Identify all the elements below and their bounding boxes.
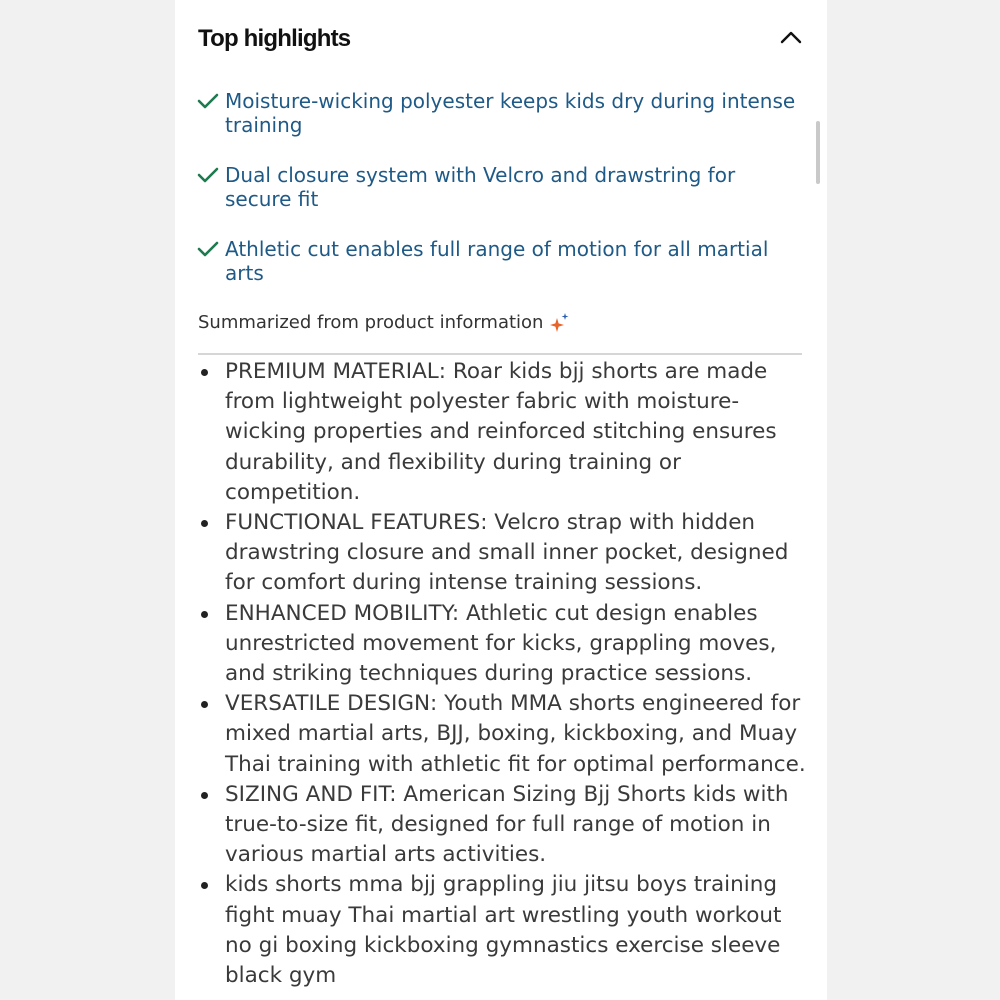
bullet-text: FUNCTIONAL FEATURES: Velcro strap with hidden drawstring closure and small inner pocket, designed for comfort during intense training sessions. [225,510,789,596]
scrollbar-thumb[interactable] [816,121,820,184]
section-title: Top highlights [198,25,351,52]
bullet-dot [201,369,208,376]
bullet-dot [201,882,208,889]
highlight-item [197,163,797,211]
bullet-dot [201,701,208,708]
highlights-list [197,89,797,311]
highlight-text: Dual closure system with Velcro and drawstring for secure fit [225,163,736,211]
highlight-item [197,237,797,285]
checkmark-icon [197,240,219,258]
checkmark-icon [197,166,219,184]
collapse-button[interactable] [774,22,808,52]
bullet-item [198,689,810,780]
bullet-text: ENHANCED MOBILITY: Athletic cut design enables unrestricted movement for kicks, grappling moves, and striking techniques during practice sessions. [225,600,777,687]
bullet-item [198,780,810,871]
bullet-item [198,599,810,690]
highlight-text: Athletic cut enables full range of motion for all martial arts [225,237,769,285]
bullet-text: PREMIUM MATERIAL: Roar kids bjj shorts are made from lightweight polyester fabric with moisture-wicking properties and reinforced stitching ensures durability, and flexibility during training or competition. [225,359,777,505]
bullet-dot [201,792,208,799]
bullet-item [198,870,810,991]
chevron-up-icon [779,29,803,45]
bullet-text: SIZING AND FIT: American Sizing Bjj Shorts kids with true-to-size fit, designed for full range of motion in various martial arts activities. [225,781,789,868]
divider [198,353,802,355]
section-header [198,22,808,58]
bullet-dot [201,611,208,618]
checkmark-icon [197,92,219,110]
summary-note-text: Summarized from product information [198,312,544,333]
bullet-text: VERSATILE DESIGN: Youth MMA shorts engineered for mixed martial arts, BJJ, boxing, kickboxing, and Muay Thai training with athletic fit for optimal performance. [225,691,806,777]
feature-bullets [198,357,810,991]
bullet-item [198,357,810,508]
bullet-item [198,508,810,599]
highlight-item [197,89,797,137]
sparkle-icon [549,312,571,334]
highlight-text: Moisture-wicking polyester keeps kids dry during intense training [225,89,796,137]
top-highlights-panel [175,0,827,1000]
bullet-text: kids shorts mma bjj grappling jiu jitsu boys training fight muay Thai martial art wrestling youth workout no gi boxing kickboxing gymnastics exercise sleeve black gym [225,872,782,989]
summary-note [198,309,571,337]
bullet-dot [201,520,208,527]
